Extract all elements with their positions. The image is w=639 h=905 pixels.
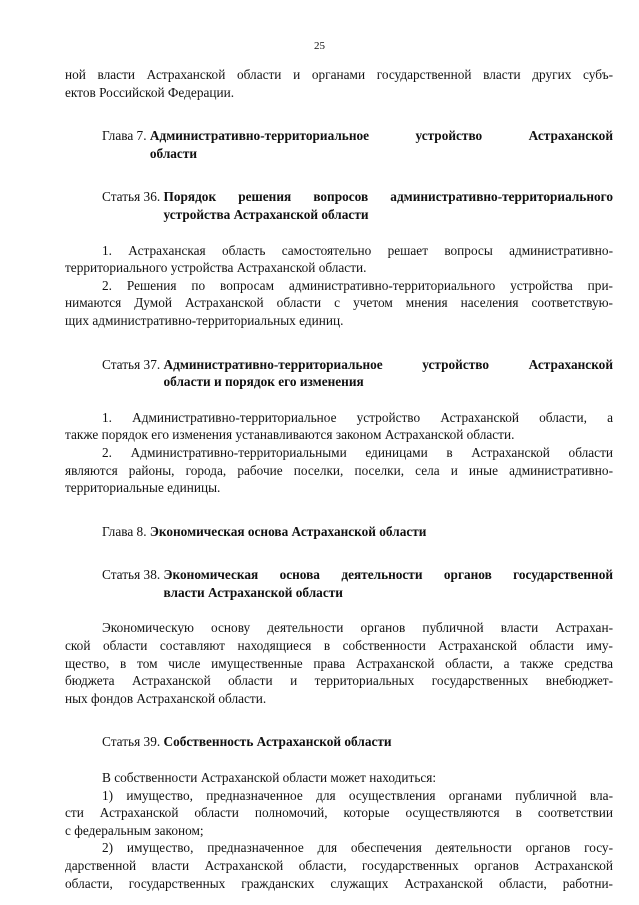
text-line: также порядок его изменения устанавливаются законом Астраханской области.	[65, 427, 515, 443]
chapter-title	[150, 523, 613, 541]
text-line: 1. Астраханская область самостоятельно решает вопросы административно-	[102, 242, 613, 258]
article-37-paragraph-1	[65, 409, 613, 444]
article-title-line: Административно-территориальное устройство Астраханской	[163, 356, 613, 372]
text-line: нимаются Думой Астраханской области с учетом мнения населения соответствую-	[65, 295, 613, 311]
text-line: дарственной власти Астраханской области, государственных органов Астраханской	[65, 858, 613, 873]
article-title-line: Экономическая основа деятельности органов государственной	[163, 567, 613, 583]
text-line: ской области составляют находящиеся в собственности Астраханской области иму-	[65, 638, 613, 654]
article-title	[164, 566, 614, 601]
article-title-line: области и порядок его изменения	[163, 374, 364, 390]
article-label: Статья 37.	[102, 356, 164, 372]
text-line: области, государственных гражданских служащих Астраханской области, работни-	[65, 875, 613, 891]
text-line: щество, в том числе имущественные права Астраханской области, а также средства	[65, 655, 613, 671]
article-38-paragraph	[65, 619, 613, 707]
chapter-8-heading	[65, 523, 613, 541]
chapter-label: Глава 8.	[102, 523, 150, 539]
article-label: Статья 38.	[102, 567, 164, 583]
article-label: Статья 36.	[102, 189, 164, 205]
article-title	[164, 356, 614, 391]
text-line: 2. Решения по вопросам административно-территориального устройства при-	[102, 277, 613, 293]
text-line: с федеральным законом;	[65, 822, 204, 838]
article-label: Статья 39.	[102, 734, 164, 750]
text-line: территориальные единицы.	[65, 480, 221, 496]
article-36-paragraph-1	[65, 242, 613, 277]
chapter-title	[150, 127, 613, 162]
article-title-line: власти Астраханской области	[163, 584, 343, 600]
article-39-body	[65, 769, 613, 892]
text-line: Экономическую основу деятельности органов публичной власти Астрахан-	[102, 620, 613, 636]
text-line: территориального устройства Астраханской области.	[65, 260, 367, 276]
intro-line: ектов Российской Федерации.	[65, 84, 235, 100]
text-line: В собственности Астраханской области может находиться:	[102, 770, 437, 786]
text-line: щих административно-территориальных единиц.	[65, 312, 344, 328]
article-title	[164, 188, 614, 223]
page-number: 25	[314, 40, 325, 52]
page-content	[65, 66, 613, 892]
article-36-paragraph-2	[65, 277, 613, 330]
text-line: сти Астраханской области полномочий, которые осуществляются в соответствии	[65, 805, 613, 821]
intro-line: ной власти Астраханской области и органами государственной власти других субъ-	[65, 67, 613, 82]
article-39-heading	[65, 733, 613, 751]
text-line: 1) имущество, предназначенное для осуществления органами публичной вла-	[102, 787, 613, 803]
article-title-line: Собственность Астраханской области	[163, 734, 392, 750]
article-37-heading	[65, 356, 613, 391]
article-title-line: Порядок решения вопросов административно-территориального	[163, 189, 613, 205]
chapter-title-line: Административно-территориальное устройство Астраханской	[149, 128, 613, 144]
text-line: бюджета Астраханской области и территориальных государственных внебюджет-	[65, 673, 613, 689]
article-36-heading	[65, 188, 613, 223]
article-38-heading	[65, 566, 613, 601]
chapter-label: Глава 7.	[102, 128, 150, 144]
article-title	[164, 733, 614, 751]
article-37-paragraph-2	[65, 444, 613, 497]
chapter-title-line: Экономическая основа Астраханской области	[149, 523, 427, 539]
text-line: 1. Административно-территориальное устройство Астраханской области, а	[102, 409, 613, 425]
chapter-7-heading	[65, 127, 613, 162]
text-line: 2. Административно-территориальными единицами в Астраханской области	[102, 444, 613, 460]
chapter-title-line: области	[149, 145, 198, 161]
text-line: 2) имущество, предназначенное для обеспечения деятельности органов госу-	[102, 840, 613, 856]
text-line: ных фондов Астраханской области.	[65, 690, 267, 706]
text-line: являются районы, города, рабочие поселки, поселки, села и иные административно-	[65, 462, 613, 478]
article-title-line: устройства Астраханской области	[163, 206, 369, 222]
